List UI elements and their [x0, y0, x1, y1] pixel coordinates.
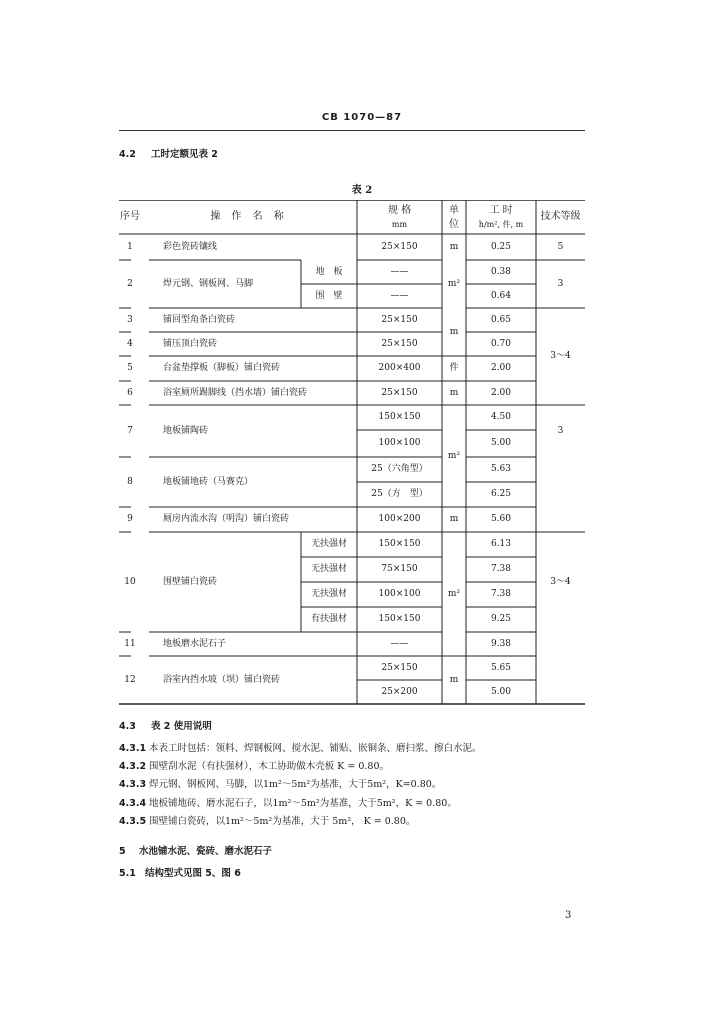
row-seq: 9 — [127, 514, 133, 524]
row-seq: 10 — [124, 576, 136, 587]
time-cell: 6.13 — [490, 539, 512, 549]
unit-cell: m — [449, 514, 459, 524]
spec-cell: 25（方 型） — [371, 489, 428, 499]
header-rule — [119, 130, 585, 131]
note-text: 焊元钢、钢板网、马脚，以1m²～5m²为基准，大于5m²，K=0.80。 — [149, 779, 442, 790]
row10-sub: 无扶强材 — [310, 564, 347, 574]
header-unit-a: 单 — [449, 204, 459, 216]
row-item: 浴室内挡水坡（坝）铺白瓷砖 — [163, 674, 281, 685]
section-4-3 — [119, 718, 212, 732]
note-number: 4.3.2 — [119, 761, 147, 772]
row10-sub: 有扶强材 — [310, 614, 347, 624]
note-text: 本表工时包括：领料、焊钢板网、搅水泥、铺贴、嵌铜条、磨扫浆、擦白水泥。 — [149, 743, 482, 754]
note-4-3-3 — [119, 776, 441, 790]
row-item: 厕房内流水沟（明沟）铺白瓷砖 — [163, 514, 290, 524]
section-number: 4.2 — [119, 149, 136, 160]
time-cell: 5.60 — [490, 514, 512, 524]
time-cell: 9.38 — [490, 638, 512, 649]
spec-cell: 150×150 — [378, 412, 421, 422]
section-title: 表 2 使用说明 — [151, 721, 212, 732]
header-item: 操 作 名 称 — [210, 211, 288, 222]
section-4-2 — [119, 146, 218, 160]
unit-cell: m — [449, 326, 459, 337]
row-item: 地板铺地砖（马赛克） — [163, 476, 254, 487]
header-time-unit: h/m², 件, m — [478, 219, 524, 229]
document-header: CB 1070—87 — [321, 112, 403, 123]
row-seq: 1 — [127, 241, 133, 252]
row-seq: 8 — [127, 476, 133, 487]
spec-cell: 25（六角型） — [371, 464, 428, 474]
note-text: 围壁铺白瓷砖，以1m²～5m²为基准，大于 5m²， K = 0.80。 — [149, 816, 416, 827]
unit-cell: m — [449, 387, 459, 398]
spec-cell: 100×100 — [378, 589, 421, 599]
note-4-3-1 — [119, 740, 482, 754]
quota-table — [119, 200, 585, 705]
row10-sub: 无扶强材 — [310, 589, 347, 599]
time-cell: 0.65 — [490, 314, 512, 325]
time-cell: 5.65 — [490, 662, 512, 673]
time-cell: 5.00 — [490, 686, 512, 697]
header-grade: 技术等级 — [540, 211, 581, 222]
time-cell: 9.25 — [490, 614, 512, 624]
row-item: 地板磨水泥石子 — [163, 638, 227, 649]
spec-cell: —— — [390, 266, 409, 277]
section-5-1 — [119, 865, 241, 879]
spec-cell: —— — [390, 638, 409, 649]
row-item: 台盆垫撑板（脚板）铺白瓷砖 — [163, 363, 281, 373]
grade-cell: 3～4 — [550, 351, 571, 361]
unit-cell: 件 — [449, 363, 459, 373]
note-text: 围壁刮水泥（有扶强材），木工协助做木壳板 K = 0.80。 — [149, 761, 390, 772]
spec-cell: 25×200 — [381, 686, 418, 697]
grade-cell: 3～4 — [550, 576, 571, 587]
note-number: 4.3.3 — [119, 779, 147, 790]
time-cell: 0.38 — [490, 266, 512, 277]
time-cell: 7.38 — [490, 589, 512, 599]
section-number: 5 — [119, 846, 126, 857]
spec-cell: 25×150 — [381, 314, 418, 325]
note-number: 4.3.5 — [119, 816, 147, 827]
spec-cell: 25×150 — [381, 241, 418, 252]
note-text: 地板铺地砖、磨水泥石子，以1m²～5m²为基准，大于5m²，K = 0.80。 — [149, 798, 457, 809]
row-item: 铺回型角条白瓷砖 — [163, 314, 236, 325]
unit-cell: m² — [447, 278, 461, 289]
row-seq: 5 — [127, 363, 133, 373]
row10-sub: 无扶强材 — [310, 539, 347, 549]
row-item: 地板铺陶砖 — [163, 425, 209, 436]
time-cell: 0.25 — [490, 241, 512, 252]
time-cell: 4.50 — [490, 412, 512, 422]
row-seq: 11 — [124, 638, 136, 649]
grade-cell: 5 — [557, 241, 564, 252]
row-item: 铺压顶白瓷砖 — [163, 338, 218, 349]
spec-cell: 25×150 — [381, 338, 418, 349]
spec-cell: 75×150 — [381, 564, 418, 574]
note-number: 4.3.1 — [119, 743, 147, 754]
header-spec-unit: mm — [391, 219, 408, 229]
spec-cell: 100×200 — [378, 514, 421, 524]
note-4-3-4 — [119, 795, 457, 809]
section-title: 水池铺水泥、瓷砖、磨水泥石子 — [139, 846, 273, 857]
time-cell: 2.00 — [490, 387, 512, 398]
unit-cell: m² — [447, 450, 461, 461]
section-number: 4.3 — [119, 721, 136, 732]
header-time: 工 时 — [489, 204, 513, 216]
row-seq: 4 — [127, 338, 133, 349]
row-item: 浴室厕所踢脚线（挡水墙）铺白瓷砖 — [163, 387, 308, 398]
note-number: 4.3.4 — [119, 798, 147, 809]
header-seq: 序号 — [120, 211, 140, 222]
row-seq: 12 — [124, 674, 136, 685]
section-number: 5.1 — [119, 868, 136, 879]
spec-cell: 200×400 — [378, 363, 421, 373]
row-seq: 6 — [127, 387, 133, 398]
unit-cell: m — [449, 241, 459, 252]
row-item: 围壁铺白瓷砖 — [163, 576, 218, 587]
time-cell: 7.38 — [490, 564, 512, 574]
row-item: 彩色瓷砖镶线 — [163, 241, 218, 252]
header-unit-b: 位 — [449, 218, 459, 230]
grade-cell: 3 — [557, 425, 564, 436]
row-seq: 7 — [127, 425, 133, 436]
time-cell: 5.63 — [490, 464, 512, 474]
row2-sub: 地 板 — [315, 266, 343, 277]
row-seq: 3 — [127, 314, 133, 325]
spec-cell: 25×150 — [381, 387, 418, 398]
row-item: 焊元钢、钢板网、马脚 — [163, 278, 254, 289]
spec-cell: 100×100 — [378, 438, 421, 448]
row2-sub: 围 壁 — [315, 290, 343, 301]
unit-cell: m — [449, 674, 459, 685]
time-cell: 6.25 — [490, 489, 512, 499]
header-spec: 规 格 — [387, 204, 412, 216]
note-4-3-5 — [119, 813, 415, 827]
spec-cell: —— — [390, 290, 409, 301]
section-5 — [119, 843, 272, 857]
spec-cell: 150×150 — [378, 614, 421, 624]
section-title: 结构型式见图 5、图 6 — [145, 868, 241, 879]
time-cell: 5.00 — [490, 438, 512, 448]
spec-cell: 150×150 — [378, 539, 421, 549]
time-cell: 2.00 — [490, 363, 512, 373]
row-seq: 2 — [127, 278, 133, 289]
unit-cell: m² — [447, 588, 461, 599]
section-title: 工时定额见表 2 — [151, 149, 218, 160]
time-cell: 0.70 — [490, 338, 512, 349]
time-cell: 0.64 — [490, 290, 512, 301]
grade-cell: 3 — [557, 278, 564, 289]
note-4-3-2 — [119, 758, 389, 772]
page-number: 3 — [565, 910, 572, 921]
spec-cell: 25×150 — [381, 662, 418, 673]
table-caption: 表 2 — [351, 185, 373, 196]
